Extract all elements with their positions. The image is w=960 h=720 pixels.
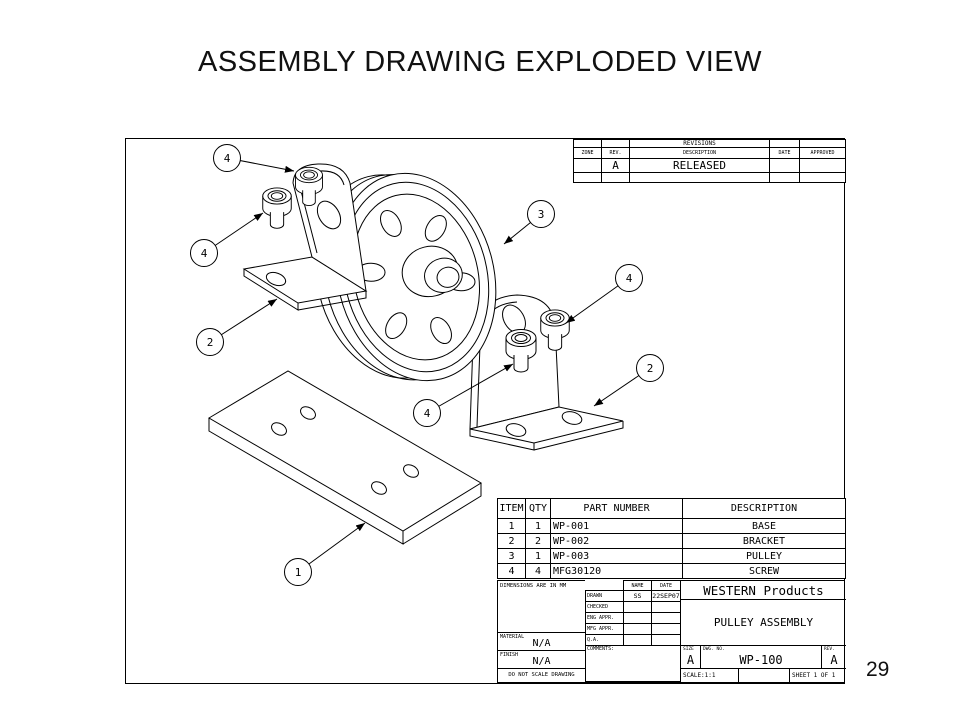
dwg-no-cell: DWG. NO. WP-100	[701, 646, 822, 668]
rev-col-rev: REV.	[602, 148, 630, 159]
title-block-main	[681, 581, 846, 682]
balloon-2b: 2	[646, 362, 654, 375]
title-block	[497, 580, 845, 683]
revision-table	[573, 139, 846, 183]
bom-col-description: DESCRIPTION	[683, 499, 846, 519]
do-not-scale-note: DO NOT SCALE DRAWING	[508, 672, 575, 678]
rev-col-date: DATE	[770, 148, 800, 159]
drawing-number: WP-100	[739, 653, 783, 667]
slide-title: ASSEMBLY DRAWING EXPLODED VIEW	[198, 46, 762, 78]
revision-row: A RELEASED	[574, 159, 846, 173]
bom-row: 4 4 MFG30120 SCREW	[498, 564, 846, 579]
dimensions-note: DIMENSIONS ARE IN MM	[498, 581, 585, 633]
drawing-title: PULLEY ASSEMBLY	[681, 600, 846, 646]
page-number: 29	[866, 658, 890, 681]
weight-cell	[739, 669, 790, 683]
scale-cell: SCALE:1:1	[681, 669, 739, 683]
rev-col-zone: ZONE	[574, 148, 602, 159]
balloon-4c: 4	[423, 407, 431, 420]
company-name: WESTERN Products	[681, 581, 846, 600]
revision-table-title: REVISIONS	[630, 140, 770, 148]
drawn-date: 22SEP07	[652, 592, 680, 600]
balloon-2a: 2	[206, 336, 214, 349]
material-cell: MATERIAL N/A	[498, 633, 585, 651]
rev-cell: REV. A	[824, 647, 838, 667]
bom-row: 2 2 WP-002 BRACKET	[498, 534, 846, 549]
parts-list-table	[497, 498, 846, 579]
drawing-sheet-border	[125, 138, 845, 684]
finish-cell: FINISH N/A	[498, 651, 585, 669]
approval-block: NAME DATE DRAWN SS 22SEP07 CHECKED ENG APPR. MFG APPR. Q.A. COMMENTS:	[586, 581, 681, 682]
sheet-cell: SHEET 1 OF 1	[792, 672, 836, 679]
bom-col-qty: QTY	[526, 499, 551, 519]
bom-row: 3 1 WP-003 PULLEY	[498, 549, 846, 564]
rev-col-description: DESCRIPTION	[630, 148, 770, 159]
bom-col-item: ITEM	[498, 499, 526, 519]
drawn-name: SS	[624, 591, 652, 602]
base-plate	[209, 371, 481, 544]
title-block-notes	[498, 581, 586, 682]
finish-value: N/A	[532, 656, 551, 667]
balloon-3: 3	[537, 208, 545, 221]
screw-left	[263, 188, 292, 228]
balloon-1: 1	[294, 566, 302, 579]
material-value: N/A	[532, 638, 551, 649]
rev-col-approved: APPROVED	[800, 148, 846, 159]
balloon-4d: 4	[625, 272, 633, 285]
balloon-4a: 4	[223, 152, 231, 165]
bom-col-part-number: PART NUMBER	[551, 499, 683, 519]
size-cell: SIZE A	[681, 646, 701, 668]
bom-row: 1 1 WP-001 BASE	[498, 519, 846, 534]
balloon-4b: 4	[200, 247, 208, 260]
